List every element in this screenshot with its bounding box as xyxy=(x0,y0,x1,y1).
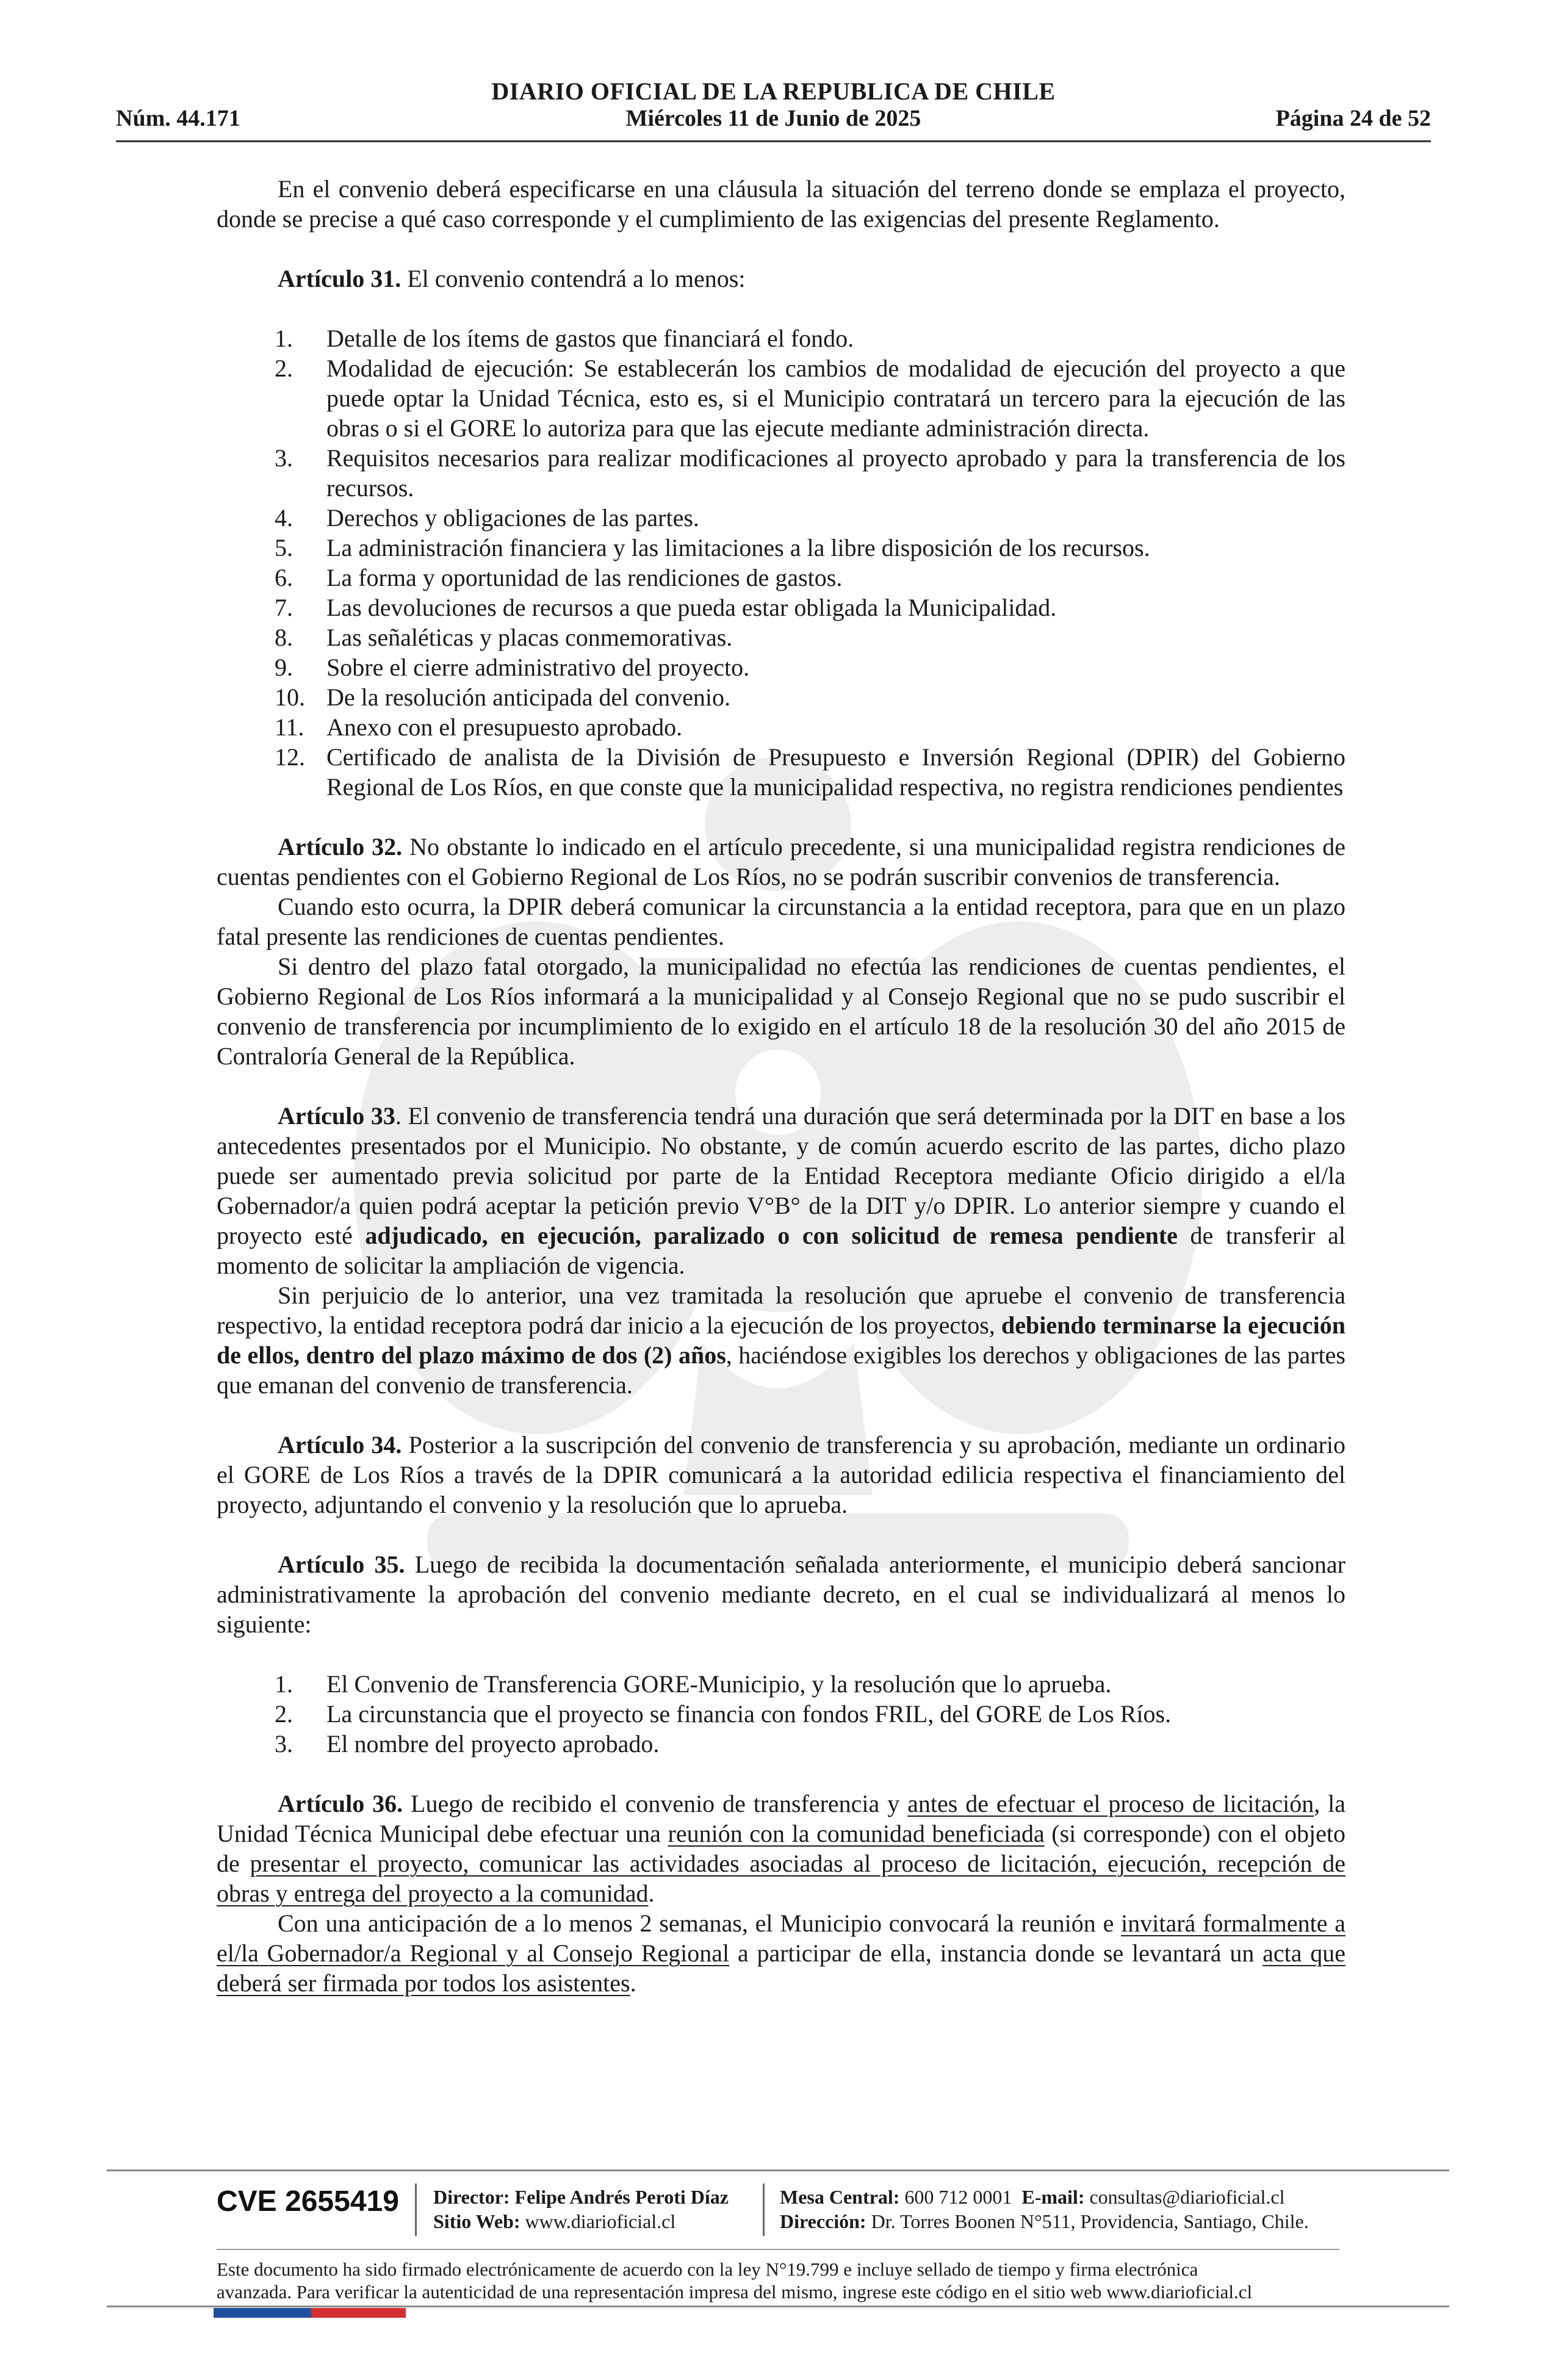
list-item: 6. La forma y oportunidad de las rendiciones de gastos. xyxy=(275,564,843,591)
article-34: Artículo 34. Posterior a la suscripción del convenio de transferencia y su aprobación, mediante un ordinario el GORE de Los Ríos a través de la DPIR comunicará a la autoridad edilicia respectiva el financiamiento del proyecto, adjuntando el convenio y la resolución que lo aprueba. xyxy=(217,1431,1346,1518)
email-link[interactable]: consultas@diarioficial.cl xyxy=(1089,2186,1285,2208)
legal-notice: Este documento ha sido firmado electrónicamente de acuerdo con la ley N°19.799 e incluye sellado de tiempo y firma electrónica avanzada. Para verificar la autenticidad de una representación impresa del mismo, ingrese este código en el sitio web www.diarioficial.cl xyxy=(217,2259,1253,2302)
list-item: 1. Detalle de los ítems de gastos que financiará el fondo. xyxy=(275,325,854,352)
article-title: Artículo 35. xyxy=(278,1551,405,1578)
header-divider xyxy=(116,140,1431,142)
article-35: Artículo 35. Luego de recibida la documentación señalada anteriormente, el municipio deberá sancionar administrativamente la aprobación del convenio mediante decreto, en el cual se individualizará al menos lo siguiente: xyxy=(217,1551,1345,1638)
article-31-list xyxy=(217,323,1345,802)
footer-director-block: Director: Felipe Andrés Peroti Díaz Sitio Web: www.diarioficial.cl xyxy=(433,2186,729,2232)
list-item: 2. Modalidad de ejecución: Se establecerán los cambios de modalidad de ejecución del proyecto a que puede optar la Unidad Técnica, esto es, si el Municipio contratará un tercero para la ejecución de las obras o si el GORE lo autoriza para que las ejecute mediante administración directa. xyxy=(275,355,1345,442)
list-item: 2. La circunstancia que el proyecto se financia con fondos FRIL, del GORE de Los Ríos. xyxy=(275,1700,1172,1728)
list-item: 11. Anexo con el presupuesto aprobado. xyxy=(275,713,683,741)
newspaper-title: DIARIO OFICIAL DE LA REPUBLICA DE CHILE xyxy=(491,78,1056,105)
director-name: Felipe Andrés Peroti Díaz xyxy=(514,2186,729,2208)
list-item: 1. El Convenio de Transferencia GORE-Municipio, y la resolución que lo aprueba. xyxy=(275,1670,1112,1698)
footer-divider-bottom xyxy=(107,2306,1449,2307)
article-title: Artículo 33 xyxy=(278,1102,395,1130)
article-title: Artículo 31. xyxy=(278,265,402,292)
article-title: Artículo 36. xyxy=(278,1790,403,1817)
list-item: 9. Sobre el cierre administrativo del proyecto. xyxy=(275,654,750,681)
list-item: 7. Las devoluciones de recursos a que pueda estar obligada la Municipalidad. xyxy=(275,594,1057,621)
page-number: Página 24 de 52 xyxy=(1275,106,1431,131)
intro-paragraph: En el convenio deberá especificarse en una cláusula la situación del terreno donde se emplaza el proyecto, donde se precise a qué caso corresponde y el cumplimiento de las exigencias del presente Reglamento. xyxy=(217,175,1345,233)
footer-divider-thin xyxy=(217,2249,1339,2250)
issue-date: Miércoles 11 de Junio de 2025 xyxy=(625,106,921,131)
issue-number: Núm. 44.171 xyxy=(116,106,240,131)
article-33-paragraph-2: Sin perjuicio de lo anterior, una vez tramitada la resolución que apruebe el convenio de transferencia respectivo, la entidad receptora podrá dar inicio a la ejecución de los proyectos, debiendo terminarse la ejecución de ellos, dentro del plazo máximo de dos (2) años, haciéndose exigibles los derechos y obligaciones de las partes que emanan del convenio de transferencia. xyxy=(217,1282,1345,1399)
article-title: Artículo 34. xyxy=(278,1431,402,1459)
article-32-paragraph-2: Cuando esto ocurra, la DPIR deberá comunicar la circunstancia a la entidad receptora, para que en un plazo fatal presente las rendiciones de cuentas pendientes. xyxy=(217,893,1345,950)
cve-code: CVE 2655419 xyxy=(217,2185,399,2218)
footer-separator xyxy=(763,2183,765,2236)
list-item: 8. Las señaléticas y placas conmemorativas. xyxy=(275,624,733,651)
footer-contact-block: Mesa Central: 600 712 0001 E-mail: consultas@diarioficial.cl Dirección: Dr. Torres Boonen N°511, Providencia, Santiago, Chile. xyxy=(780,2186,1309,2232)
article-33: Artículo 33. El convenio de transferencia tendrá una duración que será determinada por la DIT en base a los antecedentes presentados por el Municipio. No obstante, y de común acuerdo escrito de las partes, dicho plazo puede ser aumentado previa solicitud por parte de la Entidad Receptora mediante Oficio dirigido a el/la Gobernador/a quien podrá aceptar la petición previo V°B° de la DIT y/o DPIR. Lo anterior siempre y cuando el proyecto esté adjudicado, en ejecución, paralizado o con solicitud de remesa pendiente de transferir al momento de solicitar la ampliación de vigencia. xyxy=(217,1102,1346,1279)
list-item: 3. El nombre del proyecto aprobado. xyxy=(275,1730,660,1758)
flag-stripe-red xyxy=(311,2308,406,2318)
phone-number: 600 712 0001 xyxy=(904,2186,1012,2208)
footer-divider xyxy=(107,2169,1449,2171)
article-title: Artículo 32. xyxy=(278,833,403,860)
list-item: 3. Requisitos necesarios para realizar modificaciones al proyecto aprobado y para la transferencia de los recursos. xyxy=(275,444,1345,502)
address: Dr. Torres Boonen N°511, Providencia, Santiago, Chile. xyxy=(871,2210,1309,2232)
page-header xyxy=(116,73,1431,146)
list-item: 4. Derechos y obligaciones de las partes. xyxy=(275,504,699,532)
flag-stripe-blue xyxy=(214,2308,311,2318)
footer-separator xyxy=(415,2183,417,2236)
article-36: Artículo 36. Luego de recibido el convenio de transferencia y antes de efectuar el proceso de licitación, la Unidad Técnica Municipal debe efectuar una reunión con la comunidad beneficiada (si corresponde) con el objeto de presentar el proyecto, comunicar las actividades asociadas al proceso de licitación, ejecución, recepción de obras y entrega del proyecto a la comunidad. xyxy=(217,1790,1346,1907)
list-item: 5. La administración financiera y las limitaciones a la libre disposición de los recursos. xyxy=(275,534,1150,561)
list-item: 12. Certificado de analista de la División de Presupuesto e Inversión Regional (DPIR) del Gobierno Regional de Los Ríos, en que conste que la municipalidad respectiva, no registra rendiciones pendientes xyxy=(275,743,1345,801)
list-item: 10. De la resolución anticipada del convenio. xyxy=(275,683,730,711)
article-35-list xyxy=(217,1669,1345,1759)
article-32: Artículo 32. No obstante lo indicado en el artículo precedente, si una municipalidad registra rendiciones de cuentas pendientes con el Gobierno Regional de Los Ríos, no se podrán suscribir convenios de transferencia. xyxy=(217,833,1346,890)
article-36-paragraph-2: Con una anticipación de a lo menos 2 semanas, el Municipio convocará la reunión e invitará formalmente a el/la Gobernador/a Regional y al Consejo Regional a participar de ella, instancia donde se levantará un acta que deberá ser firmada por todos los asistentes. xyxy=(217,1909,1345,1997)
website-link[interactable]: www.diarioficial.cl xyxy=(525,2210,676,2232)
document-body xyxy=(217,174,1345,1998)
article-31: Artículo 31. El convenio contendrá a lo menos: xyxy=(278,265,746,292)
article-32-paragraph-3: Si dentro del plazo fatal otorgado, la municipalidad no efectúa las rendiciones de cuentas pendientes, el Gobierno Regional de Los Ríos informará a la municipalidad y al Consejo Regional que no se pudo suscribir el convenio de transferencia por incumplimiento de lo exigido en el artículo 18 de la resolución 30 del año 2015 de Contraloría General de la República. xyxy=(217,953,1345,1070)
